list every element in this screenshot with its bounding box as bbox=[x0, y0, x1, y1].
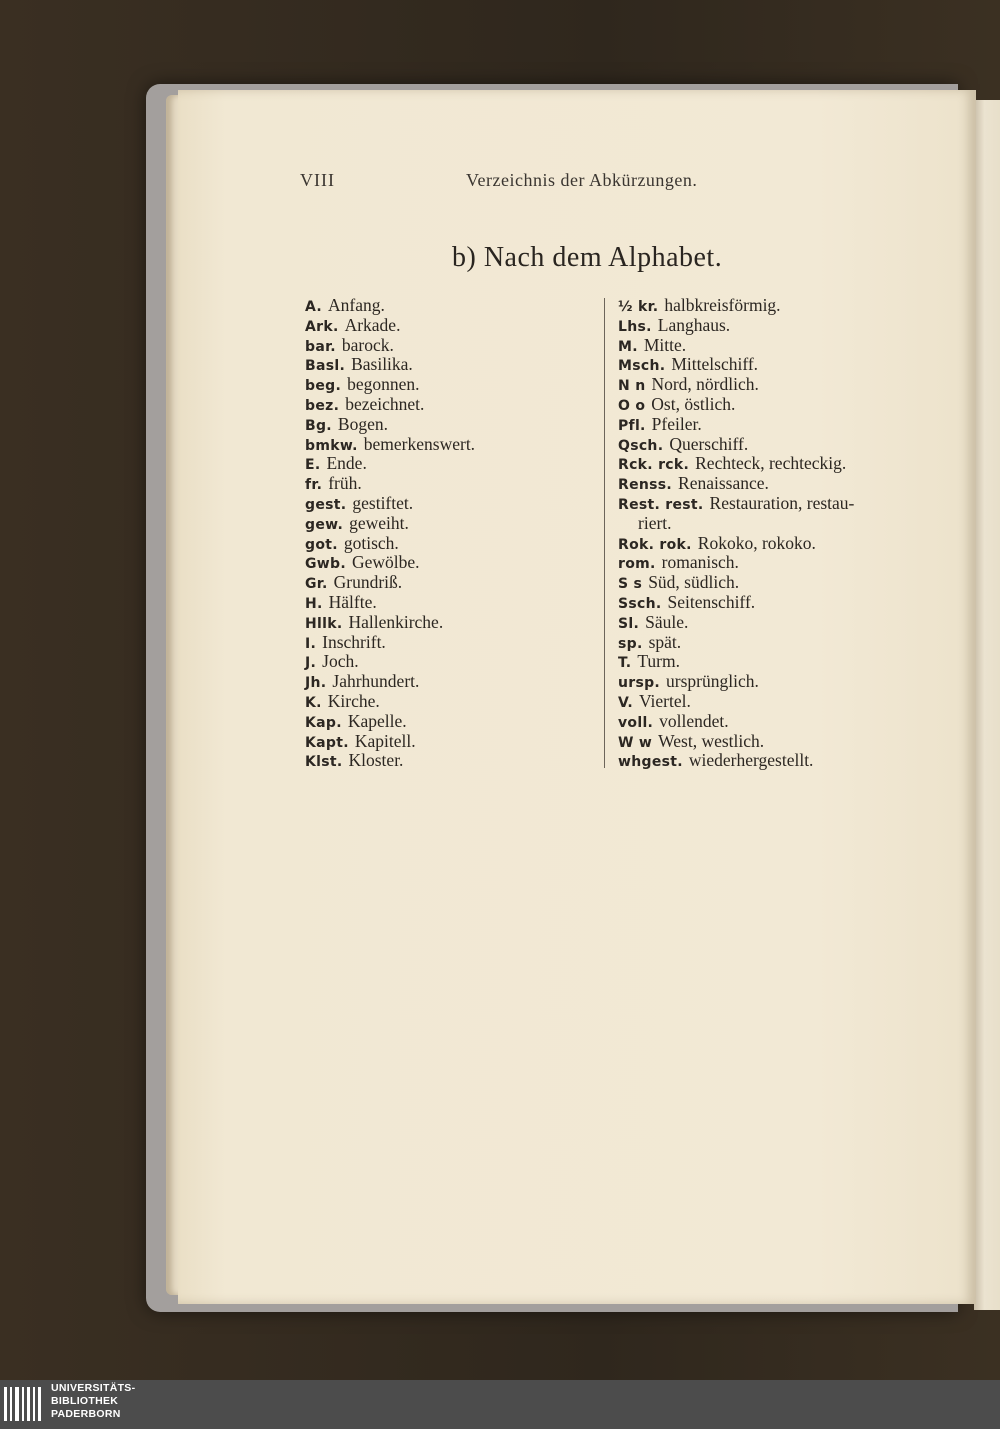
abbreviation-column-right bbox=[618, 296, 918, 771]
abbreviation-meaning: Basilika. bbox=[351, 354, 413, 375]
abbreviation-meaning: ursprünglich. bbox=[666, 671, 759, 692]
abbreviation-term: bar. bbox=[305, 338, 336, 355]
abbreviation-meaning: Turm. bbox=[637, 651, 680, 672]
abbreviation-term: voll. bbox=[618, 714, 654, 731]
abbreviation-meaning: gestiftet. bbox=[352, 492, 414, 513]
abbreviation-entry bbox=[305, 296, 605, 316]
abbreviation-entry bbox=[618, 672, 918, 692]
abbreviation-entry bbox=[618, 316, 918, 336]
abbreviation-term: whgest. bbox=[618, 754, 683, 771]
abbreviation-meaning: bezeichnet. bbox=[345, 393, 425, 414]
running-title: Verzeichnis der Abkürzungen. bbox=[466, 170, 698, 190]
abbreviation-meaning: Viertel. bbox=[638, 690, 691, 711]
abbreviation-entry bbox=[305, 316, 605, 336]
facing-page-edge bbox=[974, 100, 1000, 1310]
abbreviation-meaning: spät. bbox=[648, 631, 682, 652]
abbreviation-term: Ark. bbox=[305, 318, 339, 335]
abbreviation-term: sp. bbox=[618, 635, 643, 652]
abbreviation-entry bbox=[618, 474, 918, 494]
abbreviation-term: Basl. bbox=[305, 358, 346, 375]
abbreviation-term: Kap. bbox=[305, 714, 342, 731]
abbreviation-term: A. bbox=[305, 299, 323, 315]
abbreviation-meaning: halbkreisförmig. bbox=[664, 295, 781, 315]
abbreviation-meaning: Säule. bbox=[645, 611, 689, 632]
abbreviation-term: Ssch. bbox=[618, 595, 662, 612]
abbreviation-entry bbox=[618, 454, 918, 474]
library-name-line: BIBLIOTHEK bbox=[51, 1395, 119, 1407]
abbreviation-term: fr. bbox=[305, 477, 323, 494]
abbreviation-term: beg. bbox=[305, 378, 342, 395]
abbreviation-meaning: begonnen. bbox=[347, 374, 420, 395]
abbreviation-term: ursp. bbox=[618, 675, 661, 692]
running-head bbox=[300, 170, 740, 192]
abbreviation-entry bbox=[305, 652, 605, 672]
abbreviation-meaning: Inschrift. bbox=[322, 631, 386, 652]
library-barcode-icon bbox=[2, 1383, 46, 1425]
abbreviation-entry bbox=[305, 633, 605, 653]
abbreviation-term: H. bbox=[305, 595, 323, 612]
abbreviation-entry bbox=[618, 435, 918, 455]
abbreviation-meaning: Hallenkirche. bbox=[348, 611, 444, 632]
abbreviation-entry bbox=[305, 454, 605, 474]
abbreviation-term: gest. bbox=[305, 496, 347, 513]
library-name bbox=[51, 1382, 251, 1421]
abbreviation-term: M. bbox=[618, 338, 638, 355]
abbreviation-meaning: Restauration, restau- bbox=[709, 492, 855, 513]
abbreviation-meaning: bemerkenswert. bbox=[363, 433, 476, 454]
abbreviation-term: V. bbox=[618, 694, 633, 711]
abbreviation-term: bez. bbox=[305, 397, 340, 414]
abbreviation-term: Lhs. bbox=[618, 318, 652, 335]
abbreviation-entry bbox=[618, 573, 918, 593]
abbreviation-entry bbox=[618, 751, 918, 771]
abbreviation-meaning: Seitenschiff. bbox=[667, 591, 756, 612]
abbreviation-entry bbox=[618, 375, 918, 395]
abbreviation-term: got. bbox=[305, 536, 338, 553]
abbreviation-meaning: Grundriß. bbox=[333, 572, 403, 593]
abbreviation-meaning: Gewölbe. bbox=[351, 552, 420, 573]
abbreviation-term: Rck. rck. bbox=[618, 457, 690, 474]
abbreviation-meaning: vollendet. bbox=[659, 710, 729, 731]
abbreviation-term: Kapt. bbox=[305, 734, 349, 751]
abbreviation-entry bbox=[618, 415, 918, 435]
abbreviation-meaning: Kapitell. bbox=[354, 730, 416, 751]
abbreviation-column-left bbox=[305, 296, 605, 771]
abbreviation-meaning: Querschiff. bbox=[669, 433, 749, 454]
abbreviation-entry bbox=[305, 553, 605, 573]
abbreviation-meaning: früh. bbox=[328, 473, 362, 494]
abbreviation-entry bbox=[618, 712, 918, 732]
library-name-line: PADERBORN bbox=[51, 1408, 121, 1420]
abbreviation-term: N n bbox=[618, 378, 646, 395]
abbreviation-entry bbox=[305, 415, 605, 435]
abbreviation-meaning: Hälfte. bbox=[328, 591, 377, 612]
abbreviation-entry bbox=[305, 573, 605, 593]
abbreviation-entry bbox=[618, 633, 918, 653]
abbreviation-entry bbox=[618, 553, 918, 573]
abbreviation-entry bbox=[618, 296, 918, 316]
section-heading: b) Nach dem Alphabet. bbox=[452, 242, 723, 273]
abbreviation-term: T. bbox=[618, 655, 632, 672]
abbreviation-term: W w bbox=[618, 734, 653, 751]
abbreviation-term: O o bbox=[618, 397, 646, 414]
abbreviation-entry bbox=[618, 355, 918, 375]
abbreviation-entry bbox=[305, 692, 605, 712]
abbreviation-meaning: romanisch. bbox=[661, 552, 739, 573]
column-divider bbox=[604, 298, 605, 768]
abbreviation-entry bbox=[305, 514, 605, 534]
abbreviation-meaning: Nord, nördlich. bbox=[651, 374, 759, 395]
abbreviation-entry bbox=[305, 474, 605, 494]
abbreviation-meaning: Rechteck, rechteckig. bbox=[695, 453, 847, 474]
abbreviation-term: E. bbox=[305, 457, 321, 474]
abbreviation-term: Hllk. bbox=[305, 615, 343, 632]
abbreviation-meaning: wiederhergestellt. bbox=[688, 750, 814, 771]
abbreviation-meaning: Mittelschiff. bbox=[671, 354, 759, 375]
library-name-line: UNIVERSITÄTS- bbox=[51, 1382, 136, 1394]
abbreviation-term: Renss. bbox=[618, 477, 673, 494]
abbreviation-meaning: Renaissance. bbox=[678, 473, 769, 494]
abbreviation-entry bbox=[618, 514, 918, 534]
abbreviation-meaning: Langhaus. bbox=[657, 314, 731, 335]
abbreviation-meaning: Ende. bbox=[326, 453, 367, 474]
abbreviation-meaning: Süd, südlich. bbox=[648, 572, 740, 593]
abbreviation-entry bbox=[305, 751, 605, 771]
abbreviation-entry bbox=[305, 732, 605, 752]
abbreviation-meaning: gotisch. bbox=[343, 532, 399, 553]
abbreviation-term: Gwb. bbox=[305, 556, 346, 573]
abbreviation-entry bbox=[305, 494, 605, 514]
abbreviation-term: bmkw. bbox=[305, 437, 358, 454]
abbreviation-meaning: Kloster. bbox=[348, 750, 404, 771]
abbreviation-meaning: Ost, östlich. bbox=[651, 393, 736, 414]
abbreviation-term: Rok. rok. bbox=[618, 536, 692, 553]
abbreviation-term: K. bbox=[305, 694, 322, 711]
abbreviation-meaning: Pfeiler. bbox=[651, 413, 702, 434]
abbreviation-entry bbox=[618, 494, 918, 514]
abbreviation-term: Sl. bbox=[618, 615, 640, 632]
abbreviation-entry bbox=[305, 435, 605, 455]
abbreviation-meaning: Kirche. bbox=[327, 690, 380, 711]
abbreviation-term: Bg. bbox=[305, 417, 332, 434]
abbreviation-meaning: Arkade. bbox=[344, 314, 401, 335]
abbreviation-entry bbox=[305, 355, 605, 375]
abbreviation-entry bbox=[305, 395, 605, 415]
abbreviation-meaning: Joch. bbox=[322, 651, 359, 672]
abbreviation-meaning: barock. bbox=[341, 334, 394, 355]
abbreviation-entry bbox=[618, 613, 918, 633]
abbreviation-term: gew. bbox=[305, 516, 344, 533]
abbreviation-entry bbox=[618, 395, 918, 415]
abbreviation-meaning: Mitte. bbox=[643, 334, 687, 355]
abbreviation-entry bbox=[305, 336, 605, 356]
abbreviation-term: Gr. bbox=[305, 576, 328, 593]
abbreviation-meaning: geweiht. bbox=[349, 512, 409, 533]
abbreviation-entry bbox=[305, 593, 605, 613]
abbreviation-meaning: West, westlich. bbox=[658, 730, 765, 751]
abbreviation-entry bbox=[618, 336, 918, 356]
abbreviation-term: rom. bbox=[618, 556, 656, 573]
abbreviation-entry bbox=[305, 712, 605, 732]
abbreviation-entry bbox=[305, 375, 605, 395]
page-number: VIII bbox=[300, 170, 335, 190]
abbreviation-term: Klst. bbox=[305, 754, 343, 771]
abbreviation-entry bbox=[305, 672, 605, 692]
abbreviation-term: J. bbox=[305, 655, 317, 672]
abbreviation-term: Pfl. bbox=[618, 417, 646, 434]
abbreviation-entry bbox=[618, 692, 918, 712]
abbreviation-term: ½ kr. bbox=[618, 299, 659, 315]
abbreviation-meaning: Jahrhundert. bbox=[332, 671, 420, 692]
abbreviation-meaning: Bogen. bbox=[337, 413, 388, 434]
abbreviation-term: Rest. rest. bbox=[618, 496, 704, 513]
abbreviation-meaning: Rokoko, rokoko. bbox=[697, 532, 816, 553]
abbreviation-term: Jh. bbox=[305, 675, 327, 692]
abbreviation-term: Msch. bbox=[618, 358, 666, 375]
abbreviation-entry bbox=[618, 534, 918, 554]
abbreviation-entry bbox=[305, 534, 605, 554]
abbreviation-meaning: Anfang. bbox=[328, 295, 385, 315]
abbreviation-meaning: Kapelle. bbox=[347, 710, 407, 731]
abbreviation-term: S s bbox=[618, 576, 643, 593]
abbreviation-entry bbox=[618, 732, 918, 752]
abbreviation-term: I. bbox=[305, 635, 317, 652]
abbreviation-entry bbox=[618, 593, 918, 613]
abbreviation-meaning: riert. bbox=[638, 512, 672, 533]
abbreviation-entry bbox=[305, 613, 605, 633]
abbreviation-entry bbox=[618, 652, 918, 672]
abbreviation-term: Qsch. bbox=[618, 437, 664, 454]
